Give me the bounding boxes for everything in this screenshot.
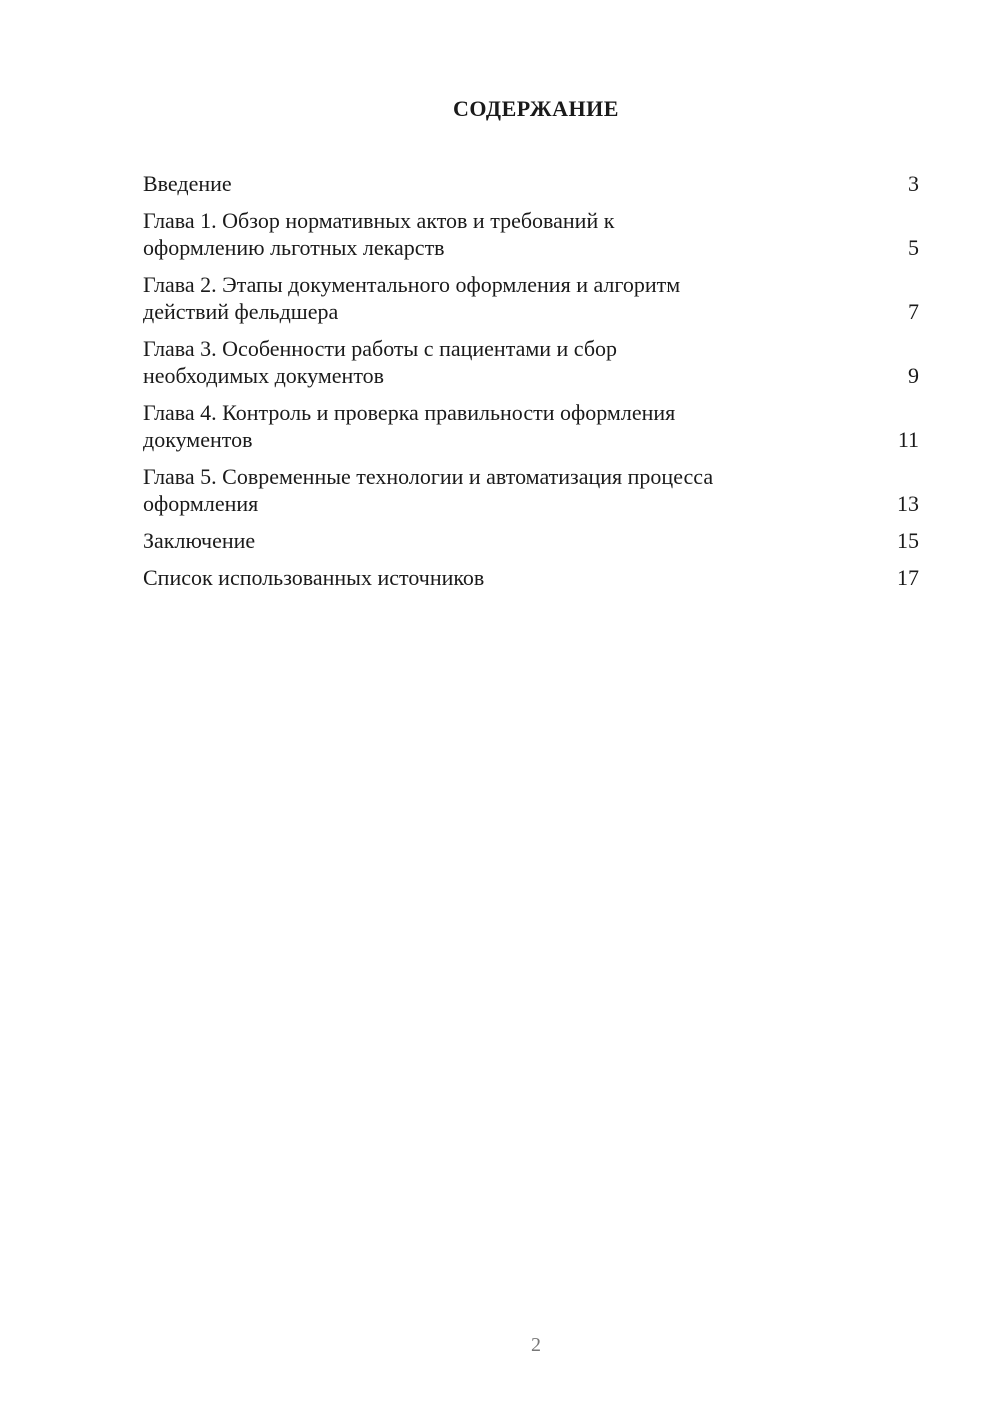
toc-entry-chapter-3 (143, 335, 919, 389)
toc-entry-chapter-5 (143, 463, 919, 517)
toc-entry-text: Список использованных источников (143, 565, 485, 590)
page-title: СОДЕРЖАНИЕ (453, 96, 619, 121)
toc-entry-text: Заключение (143, 528, 256, 553)
toc-entry-text: Введение (143, 171, 232, 196)
toc-entry-page: 15 (897, 528, 919, 553)
toc-entry-text: Глава 3. Особенности работы с пациентами и сбор необходимых документов (143, 336, 618, 388)
toc-entry-references (143, 564, 919, 591)
toc-entry-page: 7 (908, 299, 919, 324)
toc-entry-conclusion (143, 527, 919, 554)
toc-entry-page: 13 (897, 491, 919, 516)
toc-entry-introduction (143, 170, 919, 197)
table-of-contents (143, 170, 919, 591)
toc-entry-chapter-2 (143, 271, 919, 325)
toc-entry-text: Глава 5. Современные технологии и автоматизация процесса оформления (143, 464, 714, 516)
toc-entry-chapter-4 (143, 399, 919, 453)
toc-entry-chapter-1 (143, 207, 919, 261)
toc-entry-page: 3 (908, 171, 919, 196)
toc-entry-text: Глава 4. Контроль и проверка правильности оформления документов (143, 400, 676, 452)
toc-entry-page: 17 (897, 565, 919, 590)
page-number: 2 (531, 1334, 541, 1356)
toc-entry-page: 5 (908, 235, 919, 260)
toc-entry-page: 11 (897, 427, 919, 452)
toc-entry-page: 9 (908, 363, 919, 388)
toc-entry-text: Глава 1. Обзор нормативных актов и требований к оформлению льготных лекарств (143, 208, 615, 260)
toc-entry-text: Глава 2. Этапы документального оформления и алгоритм действий фельдшера (143, 272, 681, 324)
